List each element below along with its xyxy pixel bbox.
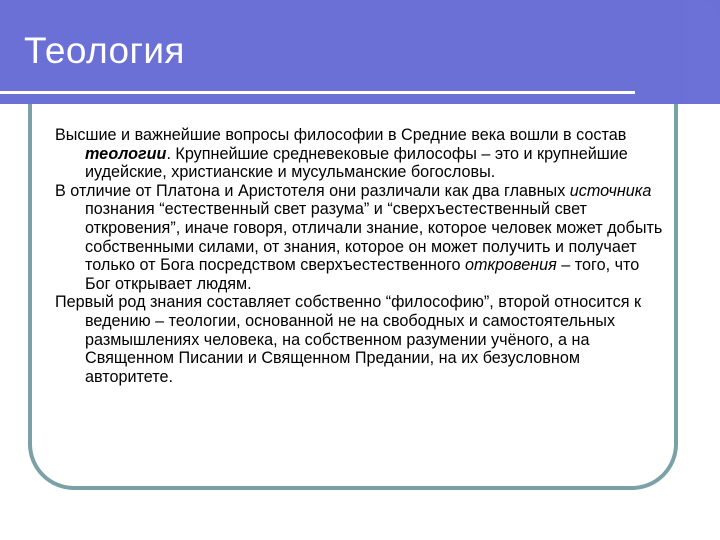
- slide-title: Теология: [24, 30, 185, 71]
- paragraph-1-text-after: . Крупнейшие средневековые философы – это и крупнейшие иудейские, христианские и мусульманские богословы.: [85, 144, 628, 182]
- term-theology: теологии: [85, 144, 167, 163]
- title-bar: [0, 0, 720, 104]
- slide-body: [55, 126, 665, 386]
- term-source: источника: [569, 181, 652, 200]
- paragraph-2-text-middle: познания “естественный свет разума” и “сверхъестественный свет откровения”, иначе говоря, отличали знание, которое человек может добыть собственными силами, от знания, которое он может получить и получает только от Бога посредством сверхъестественного: [85, 200, 663, 275]
- paragraph-philosophy-theology: Первый род знания составляет собственно “философию”, второй относится к ведению – теологии, основанной не на свободных и самостоятельных размышлениях человека, на собственном разумении учёного, а на Священном Писании и Священном Предании, на их безусловном авторитете.: [55, 293, 642, 386]
- paragraph-1-text-before: Высшие и важнейшие вопросы философии в Средние века вошли в состав: [55, 126, 627, 144]
- title-underline: [0, 91, 635, 94]
- term-revelation: откровения: [465, 256, 557, 275]
- paragraph-knowledge-sources: [55, 182, 665, 294]
- paragraph-theology: [55, 126, 665, 182]
- paragraph-2-text-after: – того, что Бог открывает людям.: [85, 256, 640, 293]
- paragraph-2-text-before: В отличие от Платона и Аристотеля они различали как два главных: [55, 181, 570, 200]
